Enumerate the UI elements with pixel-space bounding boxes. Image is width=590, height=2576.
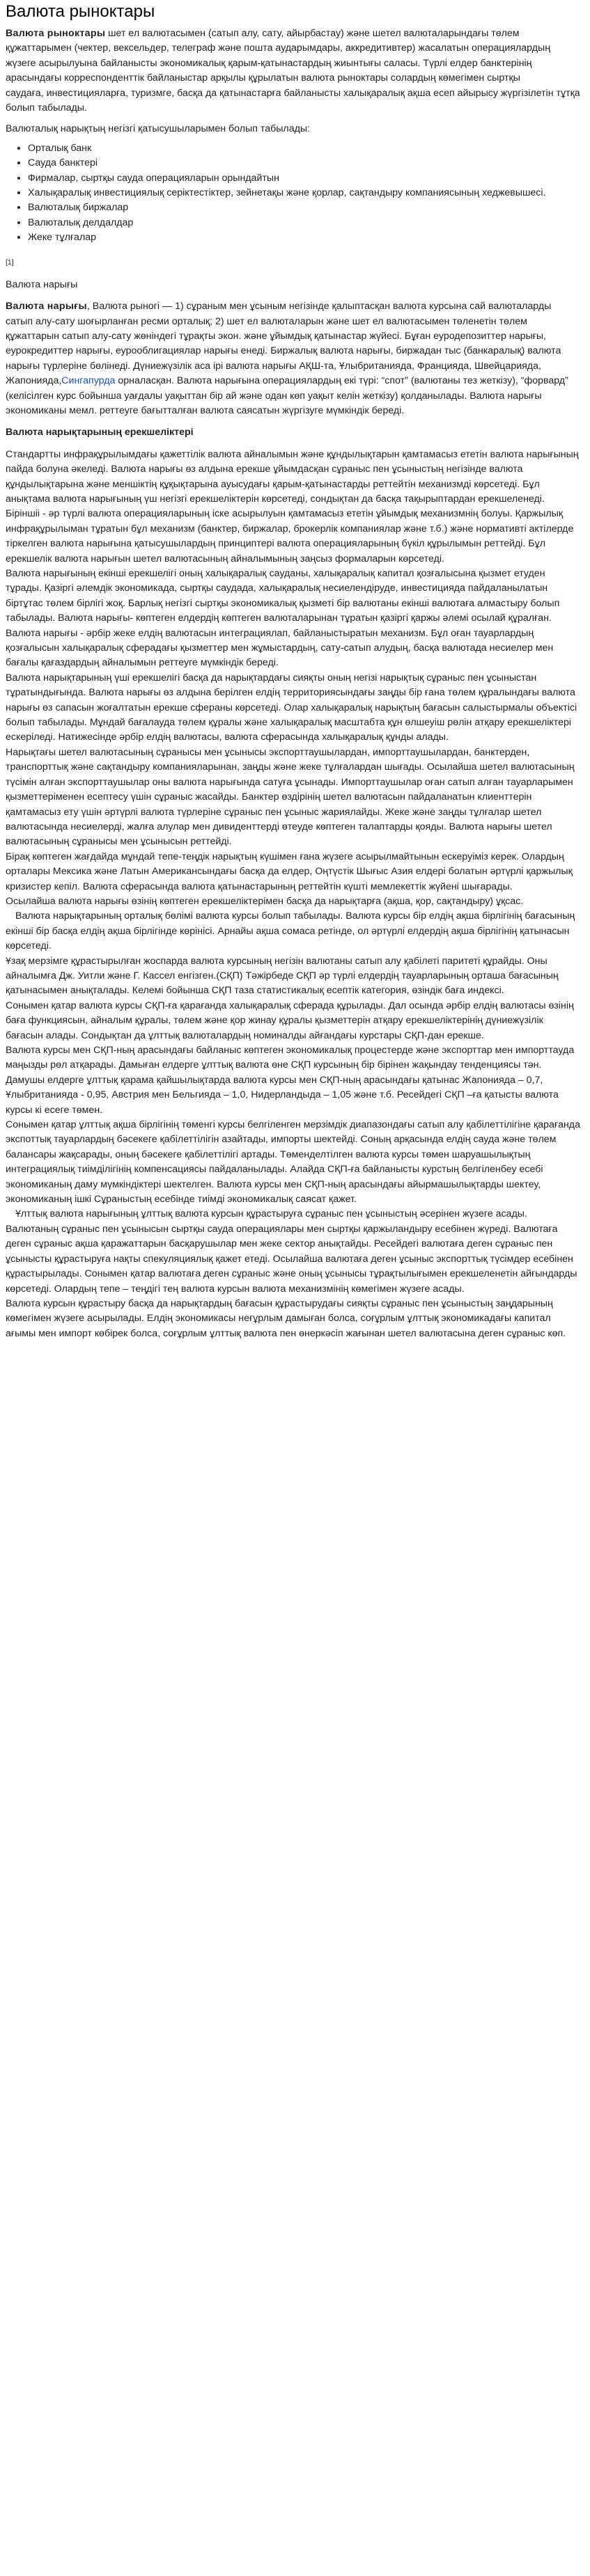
list-item: • Сауда банктері xyxy=(28,156,581,171)
intro-term: Валюта рыноктары xyxy=(6,28,106,39)
list-item: • Жеке тұлғалар xyxy=(28,230,581,245)
market-heading: Валюта нарығы xyxy=(6,278,78,290)
body-paragraph: Біріншіі - әр түрлі валюта операцияларының іске асырылуын қамтамасыз ететін ұйымдық механизмнің болуы. Қаржылық инфрақұрылыман тұратын бұл механизм (банктер, биржалар, брокерлік компаниялар және т.б.) және нормативті актілерде тіркелген валюта нарығына қатысушылардың принциптері валюта операцияларының бүкіл құрылымын реттейді. Бұл ерекшелік валюта нарығын шетел валютасының айналымының заңсыз формаларын көрсетеді. xyxy=(6,508,574,564)
singapore-link[interactable]: Сингапурда xyxy=(61,375,116,387)
intro-paragraph xyxy=(6,26,581,86)
body-paragraph: Сонымен қатар валюта курсы СҚП-ға қарағанда халықаралық сферада құрылады. Дал осында әрбір елдің валютасы өзінің баға функциясын, айналым құралы, төлем және қор жинау құралы қызметтерін атқару ерекшеліктерінің дүниежүзілік бағасын алады. Сондықтан да ұлттық валюталардың номиналды айғандағы курстары СҚП-дан ерекше. xyxy=(6,999,574,1041)
list-item: • Валюталық делдалдар xyxy=(28,216,581,230)
body-paragraph: Валюта курсы мен СҚП-ның арасындағы байланыс көптеген экономикалық процестерде және экспорттар мен импорттауда маңызды рөл атқарады. Дамыған елдерге ұлттық валюта өне СҚП курсының бір бірінен жақындау тенденциясы тән. Дамушы елдерге ұлттық қарама қайшылықтарда валюта курсы мен СҚП-ның арасындағы қатынас Жапонияда – 0,7, Ұлыбританияда - 0,95, Австрия мен Бельгияда – 1,0, Нидерландыда – 1,05 және т.б. Ресейдегі СҚП –ға қатысты валюта курсы кі есеге төмен. xyxy=(6,1045,575,1116)
body-paragraph: Бірақ көптеген жағдайда мұндай тепе-теңдік нарықтың күшімен ғана жүзеге асырылмайтынын ескеруіміз керек. Олардың орталары Мексика және Латын Американсындағы басқа да елдер, Оңтүстік Шығыс Азия елдері болатын әртүрлі қаржылық кризистер кепіл. Валюта сферасында валюта қатынастарының реттейтін күшті мемлекеттік жүйені шығарады. xyxy=(6,851,573,892)
body-paragraph: Валюта нарығының екінші ерекшелігі оның халықаралық сауданы, халықаралық капитал қозғалысына қызмет етуден тұрады. Қазіргі әлемдік экономикада, сыртқы саудада, халықаралық несиелендіруде, инвестицияда пайдаланылатын біртұтас төлем бірлігі жоқ. Барлық негізгі сыртқы экономикалық қызметі бір валютаны екінші валютаға алмастыру болып табылады. Валюта нарығы- көптеген елдердің көптеген валюталарынан тұратын қазіргі қаржы әлемі осылай құралған. xyxy=(6,568,560,624)
body-paragraph: Нарықтағы шетел валютасының сұранысы мен ұсынысы экспорттаушылардан, импорттаушылардан, банктерден, транспорттық және сақтандыру компанияларынан, заңды және жеке тұлғалардан шығады. Осылайша шетел валютасының түсімін алған экспорттаушылар оны валюта нарығында сатуға ұсынады. Импорттаушылар оған сатып алған тауарларымен қызметтеріменен есептесу үшін сұраныс жасайды. Банктер өздірінің шетел валютасын пайдаланатын клиенттерін қамтамасыз ету үшін әртүрлі валюта түрлеріне сұраныс пен ұсыныс жариялайды. Жеке және заңды тұлғалар шетел валютасында несиелерді, жалға алулар мен дивиденттерді өтеуде көптеген талаптарды қояды. Валюта нарығы шетел валютасының сұранысы мен ұсынысын реттейді. xyxy=(6,746,575,848)
body-paragraph: Ұлттық валюта нарығының ұлттық валюта курсын құрастыруға сұраныс пен ұсыныстың әсерінен жүзеге асады. Валютаның сұраныс пен ұсынысын сыртқы сауда операциялары мен сыртқы қаржыландыру есебінен жүреді. Валютаға деген сұраныс ақша қаражаттарын басқарушылар мен жеке сектор анықтайды. Ресейдегі валютаға деген сұраныс пен ұсынысты құрастыруға нақты спекуляциялық қажет етеді. Осылайша валютаға деген ұсыныс экспорттық түсімдер есебінен құрастырылады. Сонымен қатар валютаға деген сұраныс және оның ұсынысы тұрақтылығымен ерекшеленетін айғындарды көрсетеді. Олардың тепе – теңдігі тең валюта курсын валюта механизмінің көмегімен жүзеге асады. xyxy=(6,1208,577,1295)
market-paragraph xyxy=(6,299,581,418)
intro-text: шет ел валютасымен (сатып алу, сату, айырбастау) және шетел валюталарындағы төлем құжаттарымен (чектер, вексельдер, телеграф және пошта аударымдары, аккредитивтер) жасалатын операциялардың жүзеге асырылуына байланысты экономикалық қарым-қатынастардың жиынтығы саласы. Түрлі елдер банктерінің арасындағы корреспонденттік байланыстар арқылы құрылатын валюта рыноктары солардың көмегімен сыртқы xyxy=(6,28,551,84)
body-paragraph: Осылайша валюта нарығы өзінің көптеген ерекшеліктерімен басқа да нарықтарға (ақша, қор, сақтандыру) ұқсас. xyxy=(6,895,524,907)
body-paragraph: Валюта нарықтарының орталық бөлімі валюта курсы болып табылады. Валюта курсы бір елдің ақша бірлігінің бағасының екінші бір басқа елдің ақша бірлігінде көрінісі. Арнайы ақша сомаса ретінде, ол әртүрлі елдердің ақша бірлігінің қатынасын көрсетеді. xyxy=(6,910,575,952)
body-paragraph: Сонымен қатар ұлттық ақша бірлігінің төменгі курсы белгіленген мерзімдік диапазондағы сатып алу қабілеттілігіне қарағанда экспоттық тауарлардың бәсекеге қабілеттілігін азайтады, импорты шектейді. Соның арқасында елдің сауда және төлем балансары жақсарады, оның бәсекеге қабілеттілігі артады. Төменделтілген валюта курсы төмен шаруашылықтың интеграциялық тиімділігінің компенсациясы пайдаланылады. Алайда СҚП-ға байланысты курстың белгіленбеу есебі экономиканың даму мүмкіндіктері шектелген. Валюта курсы мен СҚП-ның арасындағы айырмашылықтарды шектеу, экономиканың ішкі Сұраныстың есебінде тиімді экономикалық саясат қажет. xyxy=(6,1119,580,1206)
body-paragraph: Стандартты инфрақұрылымдағы қажеттілік валюта айналымын және құндылықтарын қамтамасыз ететін валюта нарығының пайда болуна әкеледі. Валюта нарығы өз алдына ерекше ұйымдасқан сұраныс пен ұсыныстың негізінде валюта құндылықтарына және меншіктің құқықтарына ауысудағы қарым-қатынастарды реттейтін механизмді көрсетеді. Бұл анықтама валюта нарығының үш негізгі ерекшеліктерін көрсетеді, сондықтан да басқа тақырыптардан ерекшеленеді. xyxy=(6,448,579,505)
body-paragraph: Валюта нарықтарының үші ерекшелігі басқа да нарықтардағы сияқты оның негізі нарықтық сұраныс пен ұсыныстан тұратындығында. Валюта нарығы өз алдына берілген елдің территориясындағы заңды бір ғана төлем құралындағы валюта нарығы өз сапасын жоғалтатын ерекше сфераны көрсетеді. Олар халықаралық нарықтың бағасын салыстырмалы объектісі болып табылады. Мұндай бағалауда төлем құралы және халықаралық масштабта құн өлшеуіш рөлін атқару ерекшеліктері ескеріледі. Натижесінде әрбір елдің валютасы, валюта сферасында халықаралық құнды алады. xyxy=(6,672,577,743)
list-item: • Фирмалар, сыртқы сауда операцияларын орындайтын xyxy=(28,171,581,186)
body-paragraph: Валюта курсын құрастыру басқа да нарықтардың бағасын құрастырудағы сияқты сұраныс пен ұсыныстың заңдарының көмегімен жүзеге асырылады. Елдің экономикасы неғұрлым дамыған болса, соғұрлым ұлттық экономикадағы капитал ағымы мен импорт көбірек болса, соғұрлым ұлттық валюта пен өнеркәсіп жағынан шетел валютасына деген сұраныс көп. xyxy=(6,1297,566,1339)
participants-list xyxy=(6,141,581,246)
body-paragraph: Ұзақ мерзімге құрастырылған жоспарда валюта курсының негізін валютаны сатып алу қабілеті паритеті құрайды. Оны айналымға Дж. Уитли және Г. Кассел енгізген.(СҚП) Тәжірбеде СҚП әр түрлі елдердің тауарларының орташа бағасының қатынасымен анықталады. Келемі бойынша СҚП таза статистикалық есептік категория, өзіндік баға индексі. xyxy=(6,955,559,997)
participants-heading: Валюталық нарықтың негізгі қатысушыларымен болып табылады: xyxy=(6,123,310,135)
list-item: • Валюталық биржалар xyxy=(28,200,581,215)
list-item: • Халықаралық инвестициялық серіктестіктер, зейнетақы және қорлар, сақтандыру компанияcының хеджевышесі. xyxy=(28,186,581,200)
market-term: Валюта нарығы xyxy=(6,301,87,313)
list-item: • Орталық банк xyxy=(28,141,581,156)
reference-mark: [1] xyxy=(6,258,14,267)
page-title: Валюта рыноктары xyxy=(6,2,155,21)
features-heading: Валюта нарықтарының ерекшеліктері xyxy=(6,427,194,438)
article xyxy=(6,0,581,1341)
market-text-b: орналасқан. Валюта нарығына операциялардың екі түрі: “спот” (валютаны тез жеткізу), “форвард” (келісілген курс бойынша уағдалы уақыттан бір ай және одан көп уақыт келін жеткізу) қолданылады. Валюта нарығы экономиканы мемл. реттеуге бағытталған валюта саясатын жүргізуге мүмкіндік береді. xyxy=(6,375,568,416)
body-paragraph: Валюта нарығы - әрбір жеке елдің валютасын интеграциялап, байланыстыратын механизм. Бұл оған тауарлардың қозғалысын халықаралық сферадағы қызметтер мен жұмыстардың, сату-сатып алудың, басқа валютада несиелер мен бағалы қағаздардың айналымын реттеуге мүмкіндік береді. xyxy=(6,627,554,669)
intro-paragraph-continued: саудаға, инвестицияларға, туризмге, басқа да қатынастарға байланысты халықаралық ақша есеп айырысу жүргізілетін тұтқа болып табылады. xyxy=(6,87,580,114)
market-text-a: , Валюта рыногі — 1) сұраным мен ұсыным негізінде қалыптасқан валюта курсына сай валюталарды сатып алу-сату шоғырланған ресми орталық; 2) шет ел валюталарын және шет ел валютасымен төленетін төлем құжаттарын сатып алу-сату жөніндегі тұрақты экон. және ұйымдық қатынастар жүйесі. Бұған еуродепозиттер нарығы, еурокредиттер нарығы, еурооблигациялар нарығы енеді. Биржалық валюта нарығы, биржадан тыс (банкаралық) валюта нарығы түрлеріне бөлінеді. Дүниежүзілік аса ірі валюта нарығы АҚШ-та, Ұлыбританияда, Францияда, Швейцарияда, Жапонияда, xyxy=(6,301,561,387)
